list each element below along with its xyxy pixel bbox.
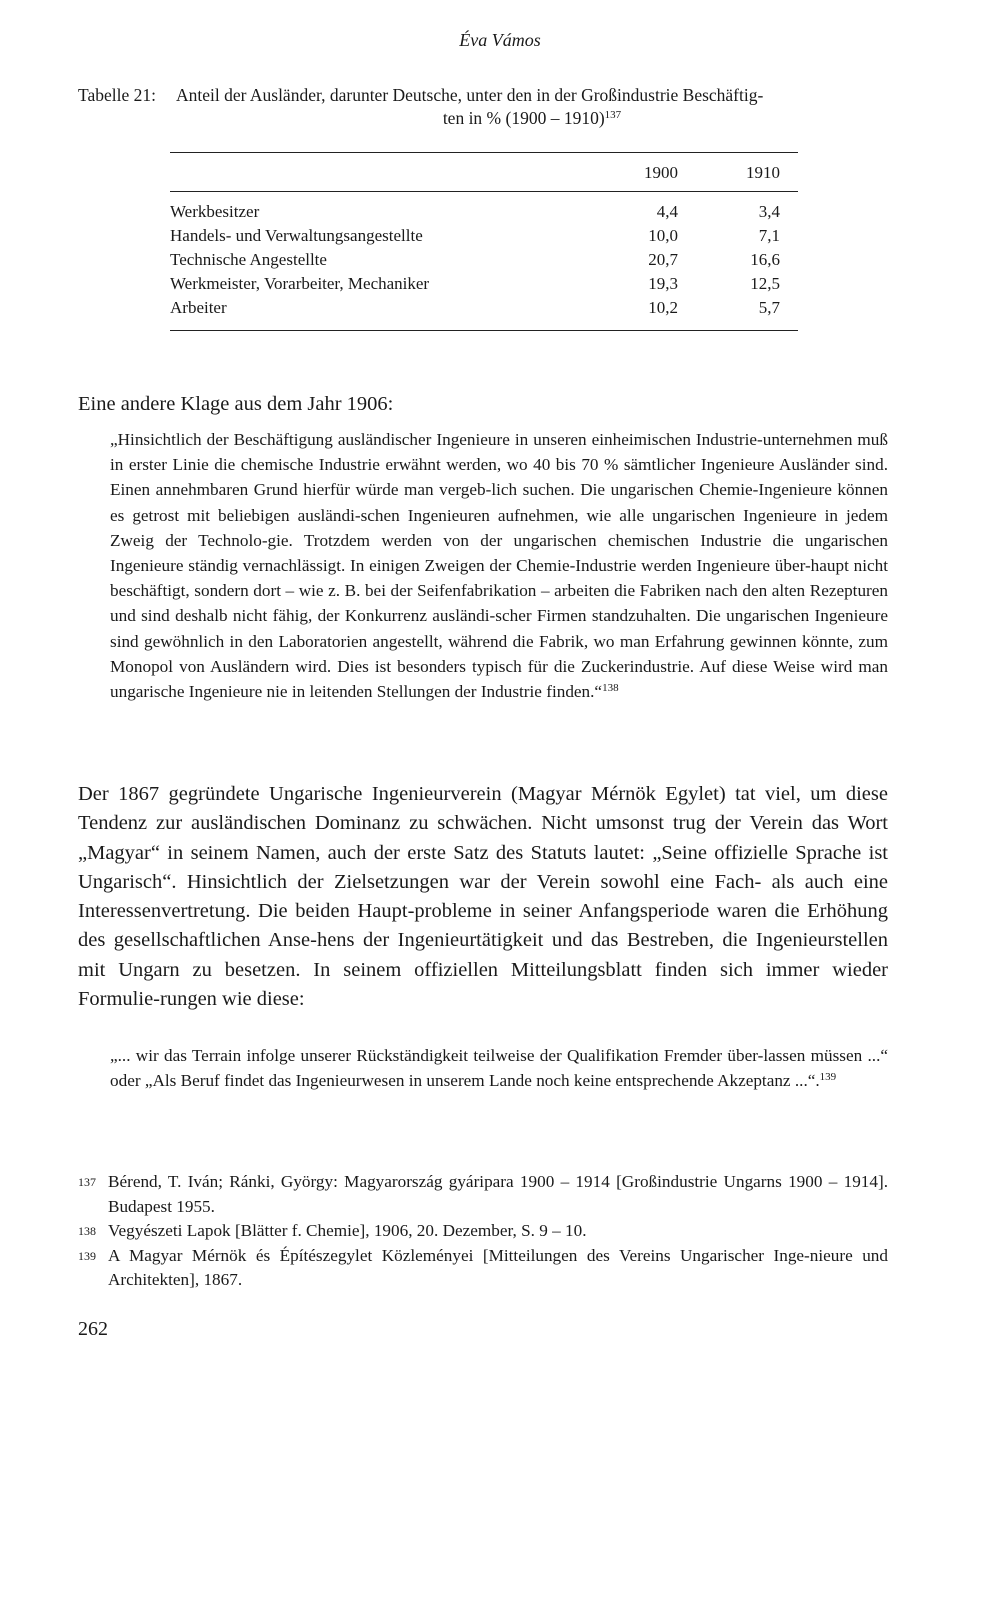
table-row [170, 272, 798, 296]
footnote-text: A Magyar Mérnök és Építészegylet Közleményei [Mitteilungen des Vereins Ungarischer Inge-nieure und Architekten], 1867. [108, 1245, 888, 1290]
footnote-number: 139 [78, 1248, 96, 1263]
cell-1910: 5,7 [758, 298, 780, 317]
cell-1900: 19,3 [648, 274, 678, 293]
table-body [170, 192, 798, 330]
quote-text: „Hinsichtlich der Beschäftigung ausländischer Ingenieure in unseren einheimischen Industrie-unternehmen muß in erster Linie die chemische Industrie erwähnt werden, wo 40 bis 70 % sämtlicher Ingenieure Ausländer sind. Einen annehmbaren Grund hierfür würde man vergeb-lich suchen. Die ungarischen Chemie-Ingenieure können es getrost mit beliebigen ausländi-schen Ingenieuren aufnehmen, wie alle ungarischen Ingenieure in jedem Zweig der Technolo-gie. Trotzdem werden von der ungarischen chemischen Industrie die ungarischen Ingenieure ständig vernachlässigt. In einigen Zweigen der Chemie-Industrie werden Ingenieure über-haupt nicht beschäftigt, sondern dort – wie z. B. bei der Seifenfabrikation – arbeiten die Fabriken nach den alten Rezepturen und sind deshalb nicht fähig, der Konkurrenz ausländi-scher Firmen standzuhalten. Die ungarischen Ingenieure sind gewöhnlich in den Laboratorien angestellt, während die Fabrik, wo man Erfahrung gewinnen könnte, zum Monopol von Ausländern wird. Dies ist besonders typisch für die Zuckerindustrie. Auf diese Weise wird man ungarische Ingenieure nie in leitenden Stellungen der Industrie finden.“ [110, 430, 888, 702]
table-caption-continuation: ten in % (1900 – 1910) [442, 108, 605, 128]
block-quote-1906 [110, 427, 888, 704]
main-paragraph: Der 1867 gegründete Ungarische Ingenieurverein (Magyar Mérnök Egylet) tat viel, um diese Tendenz zur ausländischen Dominanz zu schwächen. Nicht umsonst trug der Verein das Wort „Magyar“ in seinem Namen, auch der erste Satz des Statuts lautet: „Seine offizielle Sprache ist Ungarisch“. Hinsichtlich der Zielsetzungen war der Verein sowohl eine Fach- als auch eine Interessenvertretung. Die beiden Haupt-probleme in seiner Anfangsperiode waren die Erhöhung des gesellschaftlichen Anse-hens der Ingenieurtätigkeit und das Bestreben, die Ingenieurstellen mit Ungarn zu besetzen. In seinem offiziellen Mitteilungsblatt finden sich immer wieder Formulie-rungen wie diese: [78, 783, 888, 1011]
cell-1910: 7,1 [758, 226, 780, 245]
footnote [78, 1219, 888, 1244]
table-row [170, 248, 798, 272]
cell-1910: 3,4 [758, 202, 780, 221]
footnote-ref-138: 138 [602, 682, 619, 695]
table-row [170, 200, 798, 224]
cell-1900: 10,2 [648, 298, 678, 317]
footnote [78, 1244, 888, 1293]
footnote-ref-137: 137 [604, 109, 622, 121]
footnote-number: 138 [78, 1224, 96, 1239]
cell-1900: 4,4 [656, 202, 678, 221]
table-bottom-rule [170, 330, 798, 331]
footnote-number: 137 [78, 1175, 96, 1189]
row-label: Handels- und Verwaltungsangestellte [170, 226, 423, 245]
row-label: Werkbesitzer [170, 202, 260, 221]
table-label: Tabelle 21: [78, 85, 156, 105]
table-row [170, 224, 798, 248]
block-quote-statute [110, 1043, 888, 1093]
table-header [170, 153, 798, 191]
cell-1910: 12,5 [750, 274, 780, 293]
cell-1900: 10,0 [648, 226, 678, 245]
column-header-1910: 1910 [746, 163, 780, 182]
running-head: Éva Vámos [459, 30, 541, 50]
quote-text: „... wir das Terrain infolge unserer Rückständigkeit teilweise der Qualifikation Fremder über-lassen müssen ...“ oder „Als Beruf findet das Ingenieurwesen in unserem Lande noch keine entsprechende Akzeptanz ...“. [110, 1046, 888, 1091]
cell-1900: 20,7 [648, 250, 678, 269]
footnote-text: Bérend, T. Iván; Ránki, György: Magyarország gyáripara 1900 – 1914 [Großindustrie Ungarns 1900 – 1914]. Budapest 1955. [108, 1172, 888, 1216]
row-label: Technische Angestellte [170, 250, 327, 269]
footnote [78, 1170, 888, 1219]
table-caption-text: Anteil der Ausländer, darunter Deutsche, unter den in der Großindustrie Beschäftig- [176, 85, 764, 105]
footnotes [78, 1170, 888, 1293]
table-caption [78, 84, 888, 130]
footnote-text: Vegyészeti Lapok [Blätter f. Chemie], 1906, 20. Dezember, S. 9 – 10. [108, 1221, 587, 1241]
footnote-ref-139: 139 [819, 1071, 837, 1084]
cell-1910: 16,6 [750, 250, 780, 269]
page-number: 262 [78, 1318, 108, 1340]
table-row [170, 296, 798, 320]
lead-sentence: Eine andere Klage aus dem Jahr 1906: [78, 393, 394, 415]
row-label: Arbeiter [170, 298, 227, 317]
column-header-1900: 1900 [644, 163, 678, 182]
row-label: Werkmeister, Vorarbeiter, Mechaniker [170, 274, 430, 293]
data-table [170, 152, 798, 331]
